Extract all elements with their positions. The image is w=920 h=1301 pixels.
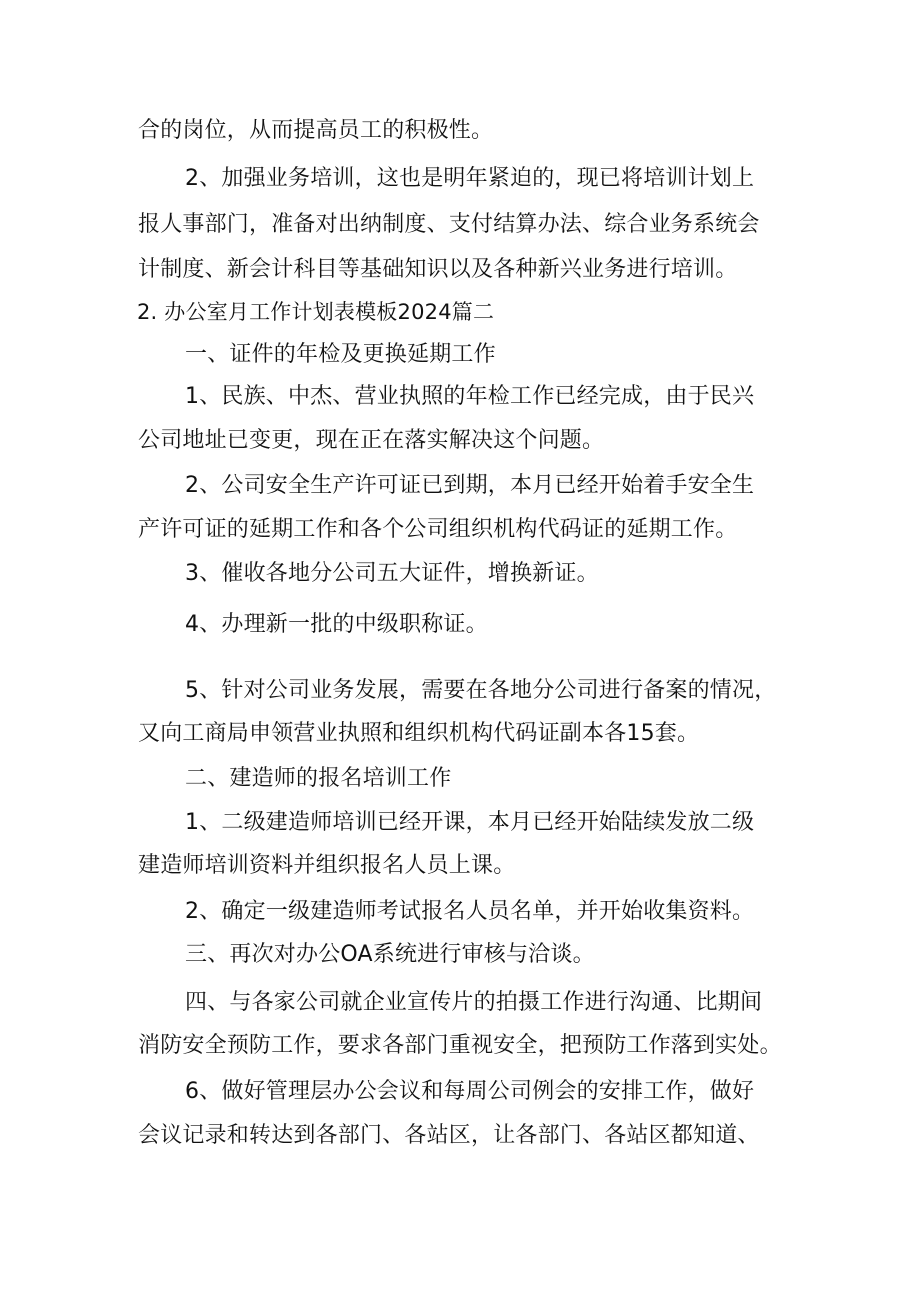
subheading: 二、建造师的报名培训工作 [185,766,452,791]
paragraph-line: 计制度、新会计科目等基础知识以及各种新兴业务进行培训。 [138,257,738,282]
paragraph-line: 2、加强业务培训，这也是明年紧迫的，现已将培训计划上 [185,166,755,191]
paragraph-line: 又向工商局申领营业执照和组织机构代码证副本各15套。 [138,721,700,746]
paragraph-line: 2、确定一级建造师考试报名人员名单，并开始收集资料。 [185,899,755,924]
paragraph-line: 1、民族、中杰、营业执照的年检工作已经完成，由于民兴 [185,384,755,409]
paragraph-line: 公司地址已变更，现在正在落实解决这个问题。 [138,428,605,453]
section-heading: 2. 办公室月工作计划表模板2024篇二 [137,300,495,324]
subheading: 一、证件的年检及更换延期工作 [185,342,496,367]
paragraph-line: 5、针对公司业务发展，需要在各地分公司进行备案的情况， [185,678,777,703]
paragraph-line: 2、公司安全生产许可证已到期，本月已经开始着手安全生 [185,473,755,498]
subheading: 四、与各家公司就企业宣传片的拍摄工作进行沟通、比期间 [185,990,763,1015]
paragraph-line: 报人事部门，准备对出纳制度、支付结算办法、综合业务系统会 [138,212,760,237]
paragraph-line: 合的岗位，从而提高员工的积极性。 [138,118,494,143]
paragraph-line: 3、催收各地分公司五大证件，增换新证。 [185,561,599,586]
paragraph-line: 消防安全预防工作，要求各部门重视安全，把预防工作落到实处。 [138,1033,782,1058]
paragraph-line: 建造师培训资料并组织报名人员上课。 [138,853,516,878]
paragraph-line: 会议记录和转达到各部门、各站区，让各部门、各站区都知道、 [138,1123,760,1148]
subheading: 三、再次对办公OA系统进行审核与洽谈。 [185,942,595,967]
paragraph-line: 1、二级建造师培训已经开课，本月已经开始陆续发放二级 [185,810,755,835]
paragraph-line: 产许可证的延期工作和各个公司组织机构代码证的延期工作。 [138,517,738,542]
paragraph-line: 6、做好管理层办公会议和每周公司例会的安排工作，做好 [185,1079,755,1104]
paragraph-line: 4、办理新一批的中级职称证。 [185,612,488,637]
